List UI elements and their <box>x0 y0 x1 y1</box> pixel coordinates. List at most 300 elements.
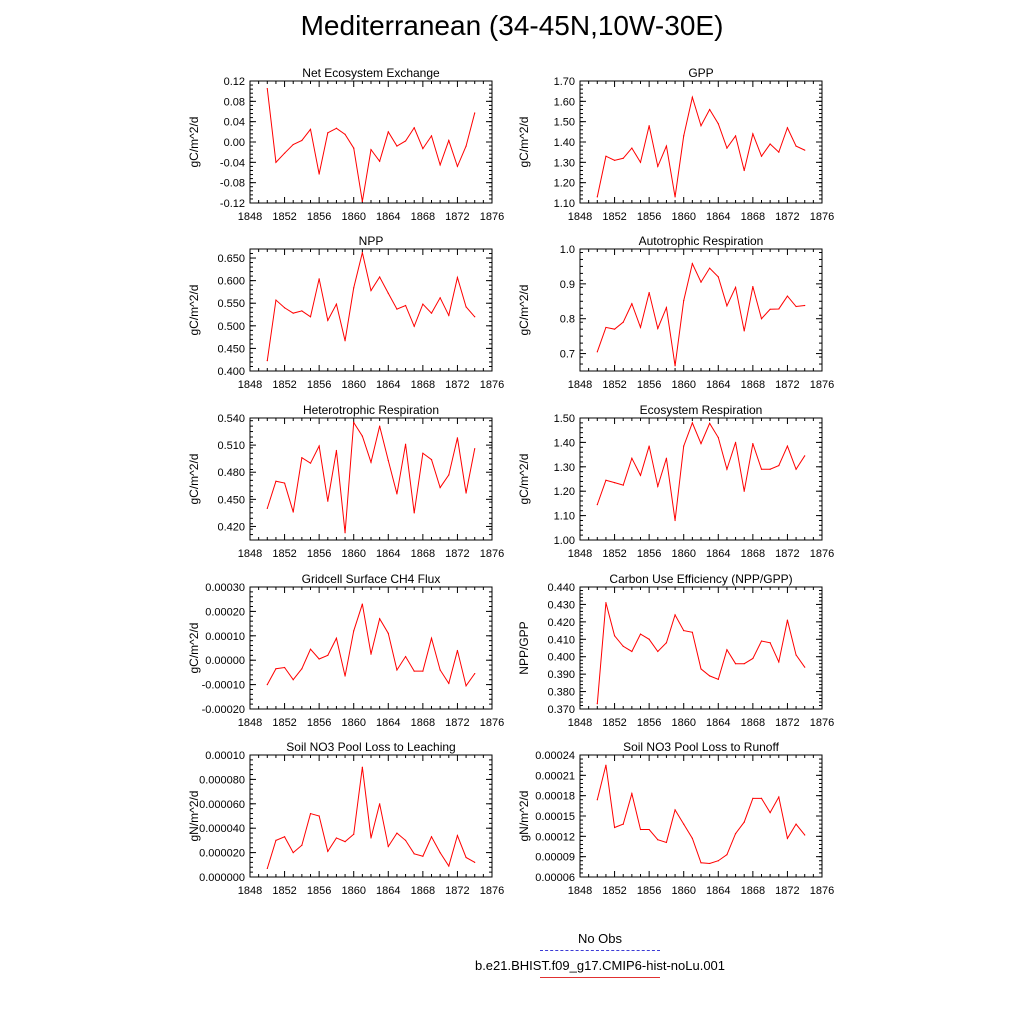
y-tick-label: 0.00009 <box>535 851 575 864</box>
data-point <box>787 445 788 446</box>
data-point <box>674 520 675 521</box>
chart-title: Gridcell Surface CH4 Flux <box>301 572 441 586</box>
y-tick-label: 0.450 <box>217 494 245 507</box>
x-tick-label: 1864 <box>376 379 401 391</box>
data-point <box>709 268 710 269</box>
data-point <box>735 833 736 834</box>
y-tick-label: -0.08 <box>219 177 245 190</box>
data-point <box>422 856 423 857</box>
data-point <box>735 287 736 288</box>
data-point <box>718 860 719 861</box>
data-point <box>770 642 771 643</box>
legend <box>440 930 760 984</box>
data-point <box>683 630 684 631</box>
y-axis-label: gC/m^2/d <box>187 622 201 674</box>
chart-title: GPP <box>688 66 714 80</box>
data-point <box>336 638 337 639</box>
data-point <box>744 170 745 171</box>
data-point <box>327 655 328 656</box>
x-tick-label: 1876 <box>479 717 505 729</box>
y-tick-label: 0.00 <box>223 137 245 149</box>
data-point <box>310 463 311 464</box>
data-point <box>657 651 658 652</box>
data-point <box>649 125 650 126</box>
data-point <box>353 422 354 423</box>
plot-frame <box>250 755 492 877</box>
data-point <box>370 290 371 291</box>
data-point <box>726 854 727 855</box>
y-tick-label: 0.600 <box>217 275 245 288</box>
x-tick-label: 1868 <box>740 379 766 391</box>
y-tick-label: -0.00010 <box>201 679 245 692</box>
data-point <box>718 123 719 124</box>
data-point <box>761 318 762 319</box>
data-point <box>344 532 345 533</box>
data-point <box>344 340 345 341</box>
data-point <box>761 469 762 470</box>
data-point <box>336 304 337 305</box>
x-tick-label: 1856 <box>306 548 332 560</box>
data-point <box>657 486 658 487</box>
x-tick-label: 1864 <box>706 211 731 223</box>
data-point <box>692 422 693 423</box>
y-tick-label: 0.9 <box>559 278 575 291</box>
data-point <box>431 638 432 639</box>
y-tick-label: 0.00024 <box>535 750 575 762</box>
data-point <box>396 669 397 670</box>
x-tick-label: 1872 <box>445 885 470 897</box>
data-point <box>405 444 406 445</box>
y-tick-label: 0.480 <box>217 467 245 480</box>
y-tick-label: 0.540 <box>217 413 245 425</box>
x-tick-label: 1868 <box>410 211 436 223</box>
y-tick-label: 0.000080 <box>199 774 245 787</box>
data-point <box>284 482 285 483</box>
data-point <box>770 812 771 813</box>
x-tick-label: 1848 <box>567 717 593 729</box>
data-point <box>778 796 779 797</box>
y-axis-label: gC/m^2/d <box>187 284 201 336</box>
data-point <box>362 767 363 768</box>
data-point <box>301 845 302 846</box>
chart-title: Autotrophic Respiration <box>638 234 764 248</box>
x-tick-label: 1852 <box>602 717 627 729</box>
data-point <box>457 277 458 278</box>
plot-frame <box>580 755 822 877</box>
chart-title: Soil NO3 Pool Loss to Runoff <box>623 740 779 754</box>
x-tick-label: 1856 <box>636 379 662 391</box>
x-tick-label: 1872 <box>445 548 470 560</box>
data-point <box>379 161 380 162</box>
data-point <box>448 474 449 475</box>
data-point <box>284 836 285 837</box>
data-point <box>614 635 615 636</box>
x-tick-label: 1856 <box>306 211 332 223</box>
x-tick-label: 1872 <box>775 211 800 223</box>
x-tick-label: 1852 <box>272 379 297 391</box>
plot-frame <box>250 249 492 371</box>
data-point <box>293 852 294 853</box>
x-tick-label: 1852 <box>602 211 627 223</box>
data-point <box>336 128 337 129</box>
data-point <box>353 287 354 288</box>
data-point <box>657 839 658 840</box>
data-point <box>657 328 658 329</box>
data-point <box>465 685 466 686</box>
x-tick-label: 1864 <box>376 717 401 729</box>
data-point <box>362 201 363 202</box>
data-point <box>666 145 667 146</box>
y-tick-label: -0.12 <box>219 198 245 210</box>
x-tick-label: 1864 <box>376 885 401 897</box>
y-tick-label: 0.370 <box>547 704 575 716</box>
x-tick-label: 1872 <box>775 885 800 897</box>
data-point <box>640 162 641 163</box>
data-point <box>787 838 788 839</box>
data-point <box>353 834 354 835</box>
x-tick-label: 1864 <box>706 548 731 560</box>
data-point <box>310 813 311 814</box>
x-tick-label: 1852 <box>272 885 297 897</box>
data-point <box>405 840 406 841</box>
y-tick-label: -0.00020 <box>201 704 245 716</box>
chart-title: NPP <box>358 234 384 248</box>
data-point <box>474 448 475 449</box>
y-axis-label: gC/m^2/d <box>187 116 201 168</box>
y-tick-label: 1.40 <box>553 437 575 450</box>
data-point <box>353 148 354 149</box>
data-point <box>649 292 650 293</box>
y-tick-label: 1.20 <box>553 486 575 499</box>
data-point <box>414 512 415 513</box>
data-point <box>388 460 389 461</box>
y-axis-label: gC/m^2/d <box>517 116 531 168</box>
data-point <box>605 480 606 481</box>
data-point <box>431 135 432 136</box>
chart-panel-2 <box>517 66 834 223</box>
data-point <box>379 426 380 427</box>
data-point <box>310 129 311 130</box>
data-point <box>267 684 268 685</box>
x-tick-label: 1852 <box>272 717 297 729</box>
data-point <box>448 315 449 316</box>
y-tick-label: 0.420 <box>217 521 245 534</box>
x-tick-label: 1848 <box>567 885 593 897</box>
data-point <box>431 836 432 837</box>
data-point <box>640 327 641 328</box>
data-point <box>614 482 615 483</box>
y-tick-label: 0.12 <box>223 76 245 88</box>
x-tick-label: 1876 <box>479 211 505 223</box>
y-tick-label: 0.00010 <box>205 630 245 643</box>
data-point <box>284 307 285 308</box>
x-tick-label: 1876 <box>809 717 835 729</box>
data-point <box>623 158 624 159</box>
data-point <box>700 862 701 863</box>
data-point <box>301 310 302 311</box>
x-tick-label: 1856 <box>636 717 662 729</box>
data-point <box>709 863 710 864</box>
data-point <box>795 469 796 470</box>
data-point <box>275 481 276 482</box>
y-tick-label: 0.550 <box>217 298 245 311</box>
data-point <box>448 140 449 141</box>
data-point <box>465 857 466 858</box>
data-point <box>284 667 285 668</box>
x-tick-label: 1868 <box>410 548 436 560</box>
chart-title: Heterotrophic Respiration <box>302 403 440 417</box>
data-point <box>388 633 389 634</box>
data-point <box>640 633 641 634</box>
data-point <box>396 493 397 494</box>
data-point <box>388 293 389 294</box>
data-point <box>674 196 675 197</box>
series-line-1 <box>267 253 474 361</box>
x-tick-label: 1868 <box>410 717 436 729</box>
data-point <box>752 443 753 444</box>
data-point <box>700 282 701 283</box>
x-tick-label: 1860 <box>341 885 366 897</box>
x-tick-label: 1860 <box>671 379 696 391</box>
data-point <box>804 305 805 306</box>
data-point <box>388 846 389 847</box>
data-point <box>422 148 423 149</box>
y-tick-label: 0.390 <box>547 669 575 682</box>
legend-obs-label: No Obs <box>577 931 623 946</box>
x-tick-label: 1856 <box>306 379 332 391</box>
data-point <box>422 453 423 454</box>
y-tick-label: 1.10 <box>553 510 575 523</box>
y-tick-label: 0.00015 <box>535 811 575 823</box>
x-tick-label: 1868 <box>410 379 436 391</box>
x-tick-label: 1852 <box>272 548 297 560</box>
data-point <box>597 504 598 505</box>
legend-model-line <box>540 977 660 978</box>
data-point <box>761 640 762 641</box>
data-point <box>396 832 397 833</box>
chart-panel-9 <box>187 740 504 897</box>
data-point <box>666 307 667 308</box>
y-tick-label: 0.380 <box>547 686 575 699</box>
series-line-1 <box>267 423 474 533</box>
x-tick-label: 1860 <box>341 211 366 223</box>
plot-frame <box>250 418 492 540</box>
chart-title: Carbon Use Efficiency (NPP/GPP) <box>609 572 793 586</box>
data-point <box>770 469 771 470</box>
series-line-1 <box>597 423 804 521</box>
data-point <box>327 501 328 502</box>
y-axis-label: gC/m^2/d <box>517 453 531 505</box>
data-point <box>597 351 598 352</box>
data-point <box>649 639 650 640</box>
y-tick-label: 1.70 <box>553 76 575 88</box>
y-axis-label: gC/m^2/d <box>517 284 531 336</box>
x-tick-label: 1852 <box>602 885 627 897</box>
data-point <box>440 852 441 853</box>
y-tick-label: 0.440 <box>547 582 575 594</box>
data-point <box>414 127 415 128</box>
x-tick-label: 1852 <box>602 379 627 391</box>
y-tick-label: 0.00018 <box>535 790 575 803</box>
chart-panel-8 <box>517 572 834 729</box>
data-point <box>804 150 805 151</box>
y-tick-label: 1.30 <box>553 461 575 474</box>
data-point <box>631 651 632 652</box>
y-tick-label: 0.000000 <box>199 872 245 884</box>
x-tick-label: 1848 <box>237 211 263 223</box>
x-tick-label: 1856 <box>306 885 332 897</box>
data-point <box>700 668 701 669</box>
data-point <box>778 152 779 153</box>
chart-panel-5 <box>187 403 504 560</box>
data-point <box>284 153 285 154</box>
data-point <box>640 475 641 476</box>
data-point <box>344 134 345 135</box>
plot-frame <box>250 587 492 709</box>
x-tick-label: 1848 <box>237 717 263 729</box>
data-point <box>631 458 632 459</box>
data-point <box>666 642 667 643</box>
data-point <box>674 365 675 366</box>
y-tick-label: 1.00 <box>553 535 575 547</box>
data-point <box>649 829 650 830</box>
y-tick-label: 0.00012 <box>535 831 575 844</box>
x-tick-label: 1860 <box>341 548 366 560</box>
data-point <box>623 646 624 647</box>
x-tick-label: 1864 <box>376 548 401 560</box>
data-point <box>422 671 423 672</box>
data-point <box>631 303 632 304</box>
data-point <box>293 679 294 680</box>
data-point <box>726 649 727 650</box>
series-line-1 <box>597 765 804 863</box>
data-point <box>319 173 320 174</box>
y-tick-label: 0.00020 <box>205 606 245 619</box>
data-point <box>327 132 328 133</box>
y-tick-label: 0.000060 <box>199 798 245 811</box>
data-point <box>414 853 415 854</box>
data-point <box>440 297 441 298</box>
data-point <box>804 455 805 456</box>
series-line-1 <box>597 264 804 366</box>
x-tick-label: 1872 <box>775 717 800 729</box>
x-tick-label: 1848 <box>237 548 263 560</box>
data-point <box>275 162 276 163</box>
data-point <box>440 487 441 488</box>
data-point <box>379 803 380 804</box>
data-point <box>778 661 779 662</box>
x-tick-label: 1876 <box>809 548 835 560</box>
x-tick-label: 1868 <box>740 211 766 223</box>
series-line-1 <box>267 767 474 868</box>
x-tick-label: 1848 <box>567 211 593 223</box>
x-tick-label: 1860 <box>341 717 366 729</box>
y-tick-label: 0.650 <box>217 253 245 266</box>
data-point <box>336 837 337 838</box>
data-point <box>761 156 762 157</box>
data-point <box>319 658 320 659</box>
data-point <box>683 300 684 301</box>
x-tick-label: 1868 <box>740 885 766 897</box>
x-tick-label: 1860 <box>671 885 696 897</box>
data-point <box>709 109 710 110</box>
data-point <box>396 308 397 309</box>
x-tick-label: 1852 <box>272 211 297 223</box>
x-tick-label: 1864 <box>706 379 731 391</box>
data-point <box>293 144 294 145</box>
data-point <box>422 304 423 305</box>
y-tick-label: 0.500 <box>217 320 245 333</box>
y-tick-label: 0.08 <box>223 96 245 109</box>
x-tick-label: 1848 <box>567 548 593 560</box>
x-tick-label: 1876 <box>479 885 505 897</box>
data-point <box>709 675 710 676</box>
data-point <box>692 263 693 264</box>
data-point <box>666 842 667 843</box>
data-point <box>778 465 779 466</box>
y-tick-label: 1.60 <box>553 96 575 109</box>
data-point <box>353 630 354 631</box>
data-point <box>275 840 276 841</box>
data-point <box>370 462 371 463</box>
data-point <box>597 196 598 197</box>
data-point <box>388 131 389 132</box>
y-tick-label: 0.00000 <box>205 655 245 668</box>
data-point <box>614 160 615 161</box>
x-tick-label: 1876 <box>479 548 505 560</box>
chart-panel-7 <box>187 572 504 729</box>
y-tick-label: 0.400 <box>547 651 575 664</box>
data-point <box>474 316 475 317</box>
data-point <box>692 632 693 633</box>
y-tick-label: 0.450 <box>217 343 245 356</box>
x-tick-label: 1856 <box>306 717 332 729</box>
data-point <box>657 166 658 167</box>
data-point <box>344 675 345 676</box>
data-point <box>457 650 458 651</box>
data-point <box>752 798 753 799</box>
data-point <box>752 286 753 287</box>
chart-title: Net Ecosystem Exchange <box>302 66 440 80</box>
series-line-1 <box>267 89 474 202</box>
data-point <box>362 435 363 436</box>
data-point <box>700 443 701 444</box>
plot-frame <box>580 587 822 709</box>
plot-frame <box>580 81 822 203</box>
data-point <box>726 148 727 149</box>
y-axis-label: gN/m^2/d <box>517 790 531 842</box>
data-point <box>744 330 745 331</box>
chart-title: Ecosystem Respiration <box>639 403 763 417</box>
x-tick-label: 1864 <box>376 211 401 223</box>
data-point <box>631 793 632 794</box>
data-point <box>362 603 363 604</box>
data-point <box>327 320 328 321</box>
data-point <box>457 835 458 836</box>
y-tick-label: 0.000020 <box>199 847 245 860</box>
x-tick-label: 1872 <box>445 717 470 729</box>
data-point <box>431 459 432 460</box>
data-point <box>431 313 432 314</box>
data-point <box>474 862 475 863</box>
x-tick-label: 1856 <box>636 548 662 560</box>
y-tick-label: 0.420 <box>547 616 575 629</box>
y-tick-label: 0.510 <box>217 440 245 453</box>
data-point <box>605 765 606 766</box>
y-axis-label: NPP/GPP <box>517 621 531 675</box>
data-point <box>744 822 745 823</box>
data-point <box>474 112 475 113</box>
